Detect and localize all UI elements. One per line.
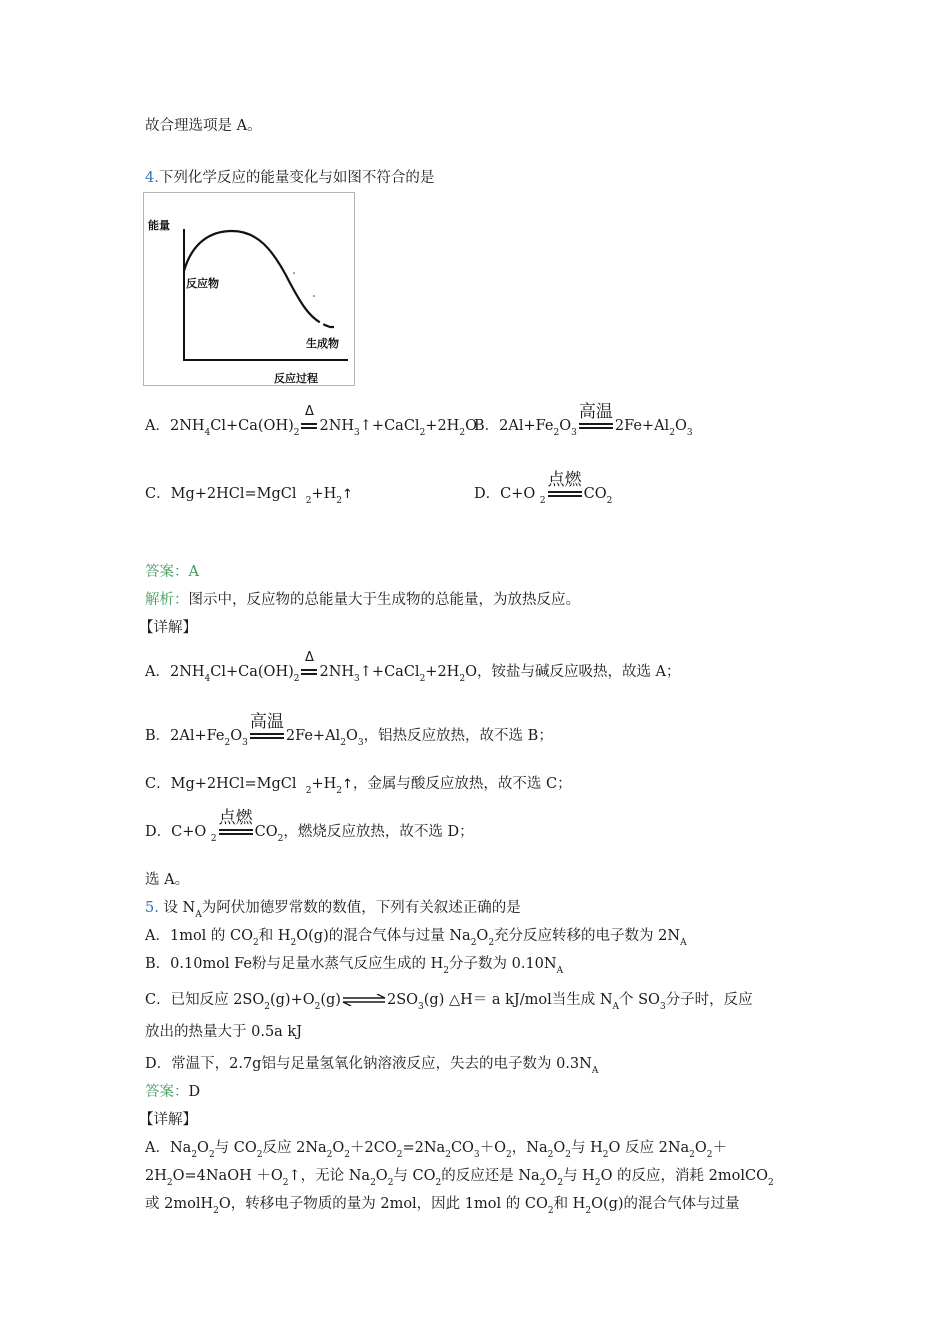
question-number: 5. (145, 900, 159, 916)
answer-line: 答案：A (145, 564, 199, 580)
energy-axis-label: 能量 (148, 219, 170, 232)
q5-detail-line-3: 或 2molH$_2$O，转移电子物质的量为 2mol，因此 1mol 的 $CO_2$和 $H_2O(g)$的混合气体与过量 (145, 1196, 740, 1216)
reaction-process-label: 反应过程 (274, 372, 318, 385)
q5-option-a: A．1mol 的 $CO_2$和 $H_2O(g)$的混合气体与过量 $Na_2O_2$充分反应转移的电子数为 $2N_A$ (145, 928, 687, 948)
analysis-line: 解析：图示中，反应物的总能量大于生成物的总能量，为放热反应。 (145, 592, 580, 608)
ignite-condition: 点燃 (548, 487, 582, 501)
detail-d: D．C+O $_2$ 点燃 $CO_2$，燃烧反应放热，故不选 D； (145, 808, 474, 844)
question-4-stem (145, 168, 434, 188)
option-d: D．C+O $_2$ 点燃 $CO_2$ (474, 470, 613, 506)
q5-detail-line-1: A．$Na_2O_2$与 $CO_2$反应 $2Na_2O_2+2CO_2=2Na_2CO_3+O_2$，$Na_2O_2$与 $H_2O$ 反应 $2Na_2O_2+$ (145, 1140, 728, 1160)
detail-heading: 【详解】 (139, 620, 197, 636)
energy-diagram (143, 192, 355, 386)
detail-b: B．$2Al+Fe_2O_3$ 高温 $2Fe+Al_2O_3$，铝热反应放热，故不选 B； (145, 712, 553, 748)
q5-option-b: B．0.10mol Fe粉与足量水蒸气反应生成的 $H_2$分子数为 $0.10N_A$ (145, 956, 564, 976)
option-c: C．Mg+2HCl=MgCl $_2+H_2↑$ (145, 486, 353, 506)
q5-option-c: C．已知反应 $2SO_2(g)+O_2(g)$ $2SO_3(g)$ △H＝ a kJ/mol当生成 $N_A$个 $SO_3$分子时，反应 (145, 992, 753, 1012)
question-text: 下列化学反应的能量变化与如图不符合的是 (158, 170, 435, 186)
high-temp-condition: 高温 (579, 419, 613, 433)
equilibrium-arrow-icon (341, 994, 387, 1006)
q5-detail-line-2: $2H_2O=4NaOH$ $+O_2↑$，无论 $Na_2O_2$与 $CO_2$的反应还是 $Na_2O_2$与 $H_2O$ 的反应，消耗 2molCO$_2$ (145, 1168, 774, 1188)
conclusion: 选 A。 (145, 872, 190, 888)
question-5-stem: 5. 设 $N_A$为阿伏加德罗常数的数值，下列有关叙述正确的是 (145, 900, 521, 920)
detail-a: A．$2NH_4Cl+Ca(OH)_2$ Δ $2NH_3↑+CaCl_2+2H_2O$，铵盐与碱反应吸热，故选 A； (145, 650, 681, 684)
intro-text: 故合理选项是 A。 (145, 118, 262, 134)
delta-condition: Δ (301, 419, 317, 433)
energy-curve-graphic (144, 193, 356, 387)
q5-option-c-continued: 放出的热量大于 0.5a kJ (145, 1024, 303, 1040)
detail-c: C．Mg+2HCl=MgCl $_2+H_2↑$，金属与酸反应放热，故不选 C； (145, 776, 572, 796)
product-label: 生成物 (306, 337, 339, 350)
q5-option-d: D．常温下，2.7g铝与足量氢氧化钠溶液反应，失去的电子数为 $0.3N_A$ (145, 1056, 599, 1076)
reactant-label: 反应物 (186, 277, 219, 290)
q5-detail-heading: 【详解】 (139, 1112, 197, 1128)
option-a: A．$2NH_4Cl+Ca(OH)_2$ Δ $2NH_3↑+CaCl_2+2H_2O$ (145, 404, 477, 438)
option-b: B．$2Al+Fe_2O_3$ 高温 $2Fe+Al_2O_3$ (474, 402, 693, 438)
question-number: 4. (145, 170, 159, 186)
q5-answer-line: 答案：D (145, 1084, 201, 1100)
